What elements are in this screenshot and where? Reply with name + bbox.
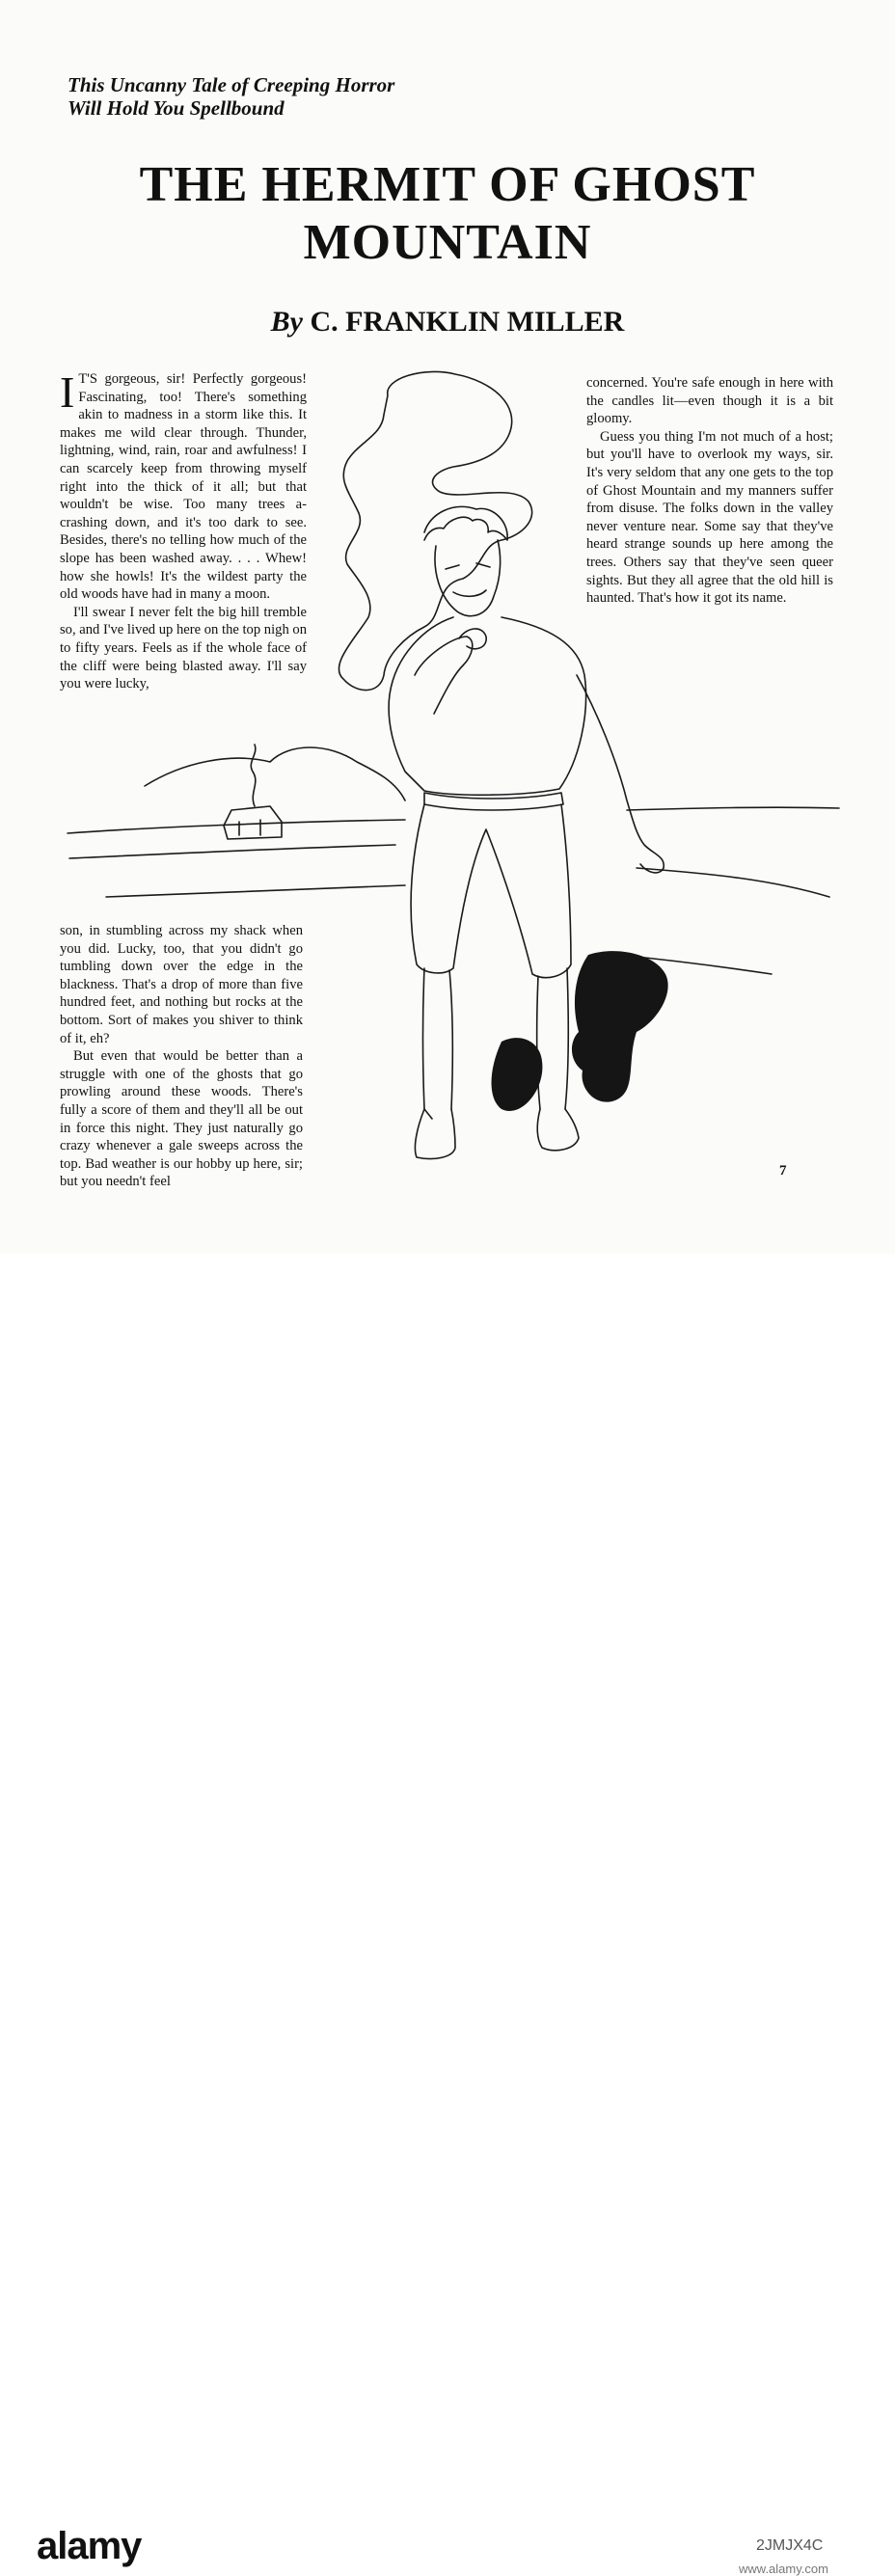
horizon-line: [68, 820, 405, 833]
hermit-shirt: [389, 617, 585, 795]
title-line-2: MOUNTAIN: [303, 215, 592, 270]
page-number: 7: [779, 1163, 787, 1179]
magazine-page: [0, 0, 895, 1254]
hermit-eyes: [446, 563, 490, 569]
column-1-top: [60, 367, 307, 693]
paragraph: I'll swear I never felt the big hill tremble so, and I've lived up here on the top nigh on to fifty years. Feels as if the whole face of the cliff were being blasted away. I'll say you were lucky,: [60, 604, 307, 692]
hermit-left-foot: [415, 1109, 455, 1159]
horizon-hill: [145, 747, 405, 800]
byline-author: C. FRANKLIN MILLER: [310, 306, 625, 338]
paragraph: [60, 367, 307, 604]
watermark-bar: [0, 1254, 895, 2576]
chimney-smoke: [251, 745, 256, 806]
column-2-top: [586, 374, 833, 608]
shadow-blob-2: [492, 1038, 543, 1111]
image-id: 2JMJX4C: [756, 2537, 824, 2554]
paragraph: son, in stumbling across my shack when you did. Lucky, too, that you didn't go tumbling down over the edge in the blackness. That's a drop of more than five hundred feet, and nothing but rocks at the bottom. Sort of makes you shiver to think of it, eh?: [60, 923, 303, 1046]
ground-line-right: [627, 807, 839, 810]
paragraph: But even that would be better than a struggle with one of the ghosts that go prowling around these woods. There's fully a score of them and they'll all be out in force this night. They just naturally go crazy whenever a gale sweeps across the top. Bad weather is our hobby up here, sir; but you needn't feel: [60, 1048, 303, 1190]
hermit-right-foot: [537, 1109, 579, 1151]
drop-cap: I: [60, 367, 75, 417]
paragraph: Guess you thing I'm not much of a host; but you'll have to overlook my ways, sir. It's very seldom that any one gets to the top of Ghost Mountain and my manners suffer from disuse. The folks down in the valley never venture near. Some say that they've heard strange sounds up here among the trees. Others say that they've seen queer sights. But they all agree that the old hill is haunted. That's how it got its name.: [586, 428, 833, 607]
byline-by: By: [270, 306, 303, 338]
watermark-url: www.alamy.com: [739, 2562, 828, 2576]
storm-cloud-outline: [339, 371, 531, 690]
paragraph-text: T'S gorgeous, sir! Perfectly gorgeous! Fascinating, too! There's something akin to madness in a storm like this. It makes me wild clear through. Thunder, lightning, wind, rain, roar and awfulness! I can scarcely keep from throwing myself right into the thick of it all; but that wouldn't be wise. Too many trees a-crashing down, and it's too dark to see. Besides, there's no telling how much of the slope has been washed away. . . . Whew! how she howls! It's the wildest party the old woods have had in many a moon.: [60, 371, 307, 603]
hermit-right-arm: [577, 675, 664, 873]
hermit-hair: [424, 506, 507, 540]
shadow-blob-1: [572, 951, 668, 1102]
tagline-line-1: This Uncanny Tale of Creeping Horror: [68, 73, 395, 96]
hermit-left-leg: [423, 968, 453, 1119]
title-line-1: THE HERMIT OF GHOST: [139, 157, 756, 212]
paragraph: concerned. You're safe enough in here with the candles lit—even though it is a bit gloomy.: [586, 375, 833, 427]
tagline-line-2: Will Hold You Spellbound: [68, 96, 285, 120]
column-1-bottom: [60, 922, 303, 1191]
ground-line-left-2: [106, 885, 405, 897]
ground-line-right-2: [637, 868, 829, 897]
alamy-logo: alamy: [37, 2525, 142, 2567]
hermit-face: [435, 540, 501, 616]
ground-line-left: [69, 845, 395, 858]
hermit-raised-arm: [415, 637, 473, 714]
hermit-trousers: [411, 804, 571, 978]
hermit-mustache: [453, 590, 486, 596]
hermit-right-leg: [537, 968, 569, 1109]
